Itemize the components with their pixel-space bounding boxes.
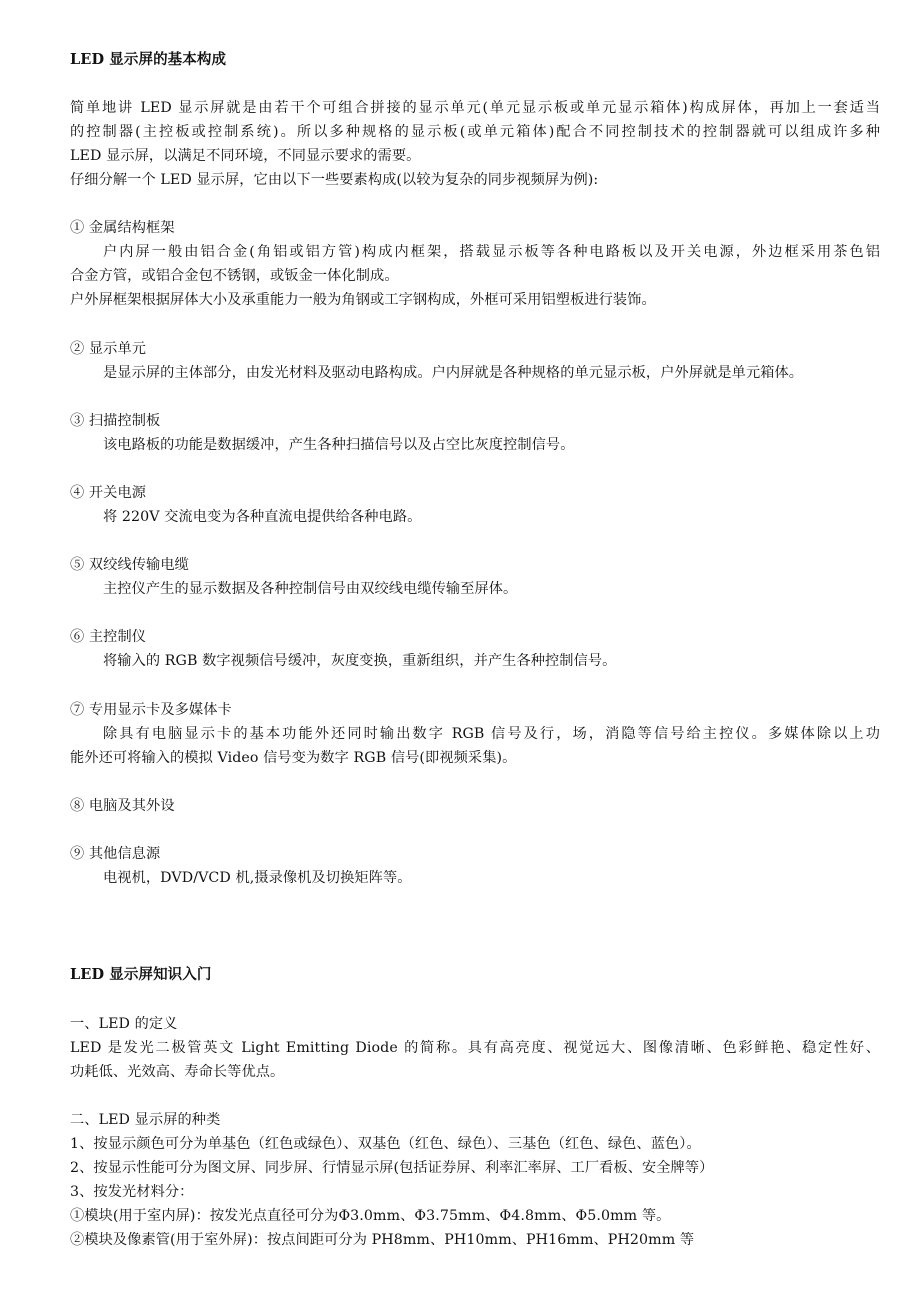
item-body-line: 将 220V 交流电变为各种直流电提供给各种电路。	[103, 509, 422, 525]
item-body-line: 是显示屏的主体部分，由发光材料及驱动电路构成。户内屏就是各种规格的单元显示板，户外屏就是单元箱体。	[103, 365, 804, 381]
body-line: ①模块(用于室内屏)：按发光点直径可分为Φ3.0mm、Φ3.75mm、Φ4.8mm、Φ5.0mm 等。	[70, 1208, 671, 1224]
item-heading: ③ 扫描控制板	[70, 413, 161, 429]
item-heading: ⑤ 双绞线传输电缆	[70, 557, 189, 573]
subsection-heading: 一、LED 的定义	[70, 1016, 178, 1032]
item-heading: ⑥ 主控制仪	[70, 629, 147, 645]
item-heading: ⑦ 专用显示卡及多媒体卡	[70, 702, 232, 718]
item-body-line: 能外还可将输入的模拟 Video 信号变为数字 RGB 信号(即视频采集)。	[70, 750, 517, 766]
body-line: 2、按显示性能可分为图文屏、同步屏、行情显示屏(包括证券屏、利率汇率屏、工厂看板、安全牌等）	[70, 1160, 714, 1176]
section-title: LED 显示屏的基本构成	[70, 51, 227, 68]
item-body-line: 将输入的 RGB 数字视频信号缓冲，灰度变换，重新组织，并产生各种控制信号。	[103, 653, 617, 669]
body-line: 功耗低、光效高、寿命长等优点。	[70, 1064, 285, 1080]
body-line: LED 是发光二极管英文 Light Emitting Diode 的简称。具有高亮度、视觉远大、图像清晰、色彩鲜艳、稳定性好、	[70, 1040, 880, 1056]
item-body-line: 合金方管，或铝合金包不锈钢，或钣金一体化制成。	[70, 268, 399, 284]
item-body-line: 户内屏一般由铝合金(角铝或铝方管)构成内框架，搭载显示板等各种电路板以及开关电源，外边框采用茶色铝	[103, 244, 880, 260]
item-heading: ⑧ 电脑及其外设	[70, 798, 175, 814]
body-line: ②模块及像素管(用于室外屏)：按点间距可分为 PH8mm、PH10mm、PH16mm、PH20mm 等	[70, 1232, 695, 1248]
section-title: LED 显示屏知识入门	[70, 966, 212, 983]
item-body-line: 除具有电脑显示卡的基本功能外还同时输出数字 RGB 信号及行，场，消隐等信号给主控仪。多媒体除以上功	[103, 726, 880, 742]
body-line: 3、按发光材料分：	[70, 1184, 194, 1200]
intro-line: 仔细分解一个 LED 显示屏，它由以下一些要素构成(以较为复杂的同步视频屏为例):	[70, 172, 599, 188]
intro-line: 的控制器(主控板或控制系统)。所以多种规格的显示板(或单元箱体)配合不同控制技术的控制器就可以组成许多种	[70, 124, 880, 140]
intro-line: 简单地讲 LED 显示屏就是由若干个可组合拼接的显示单元(单元显示板或单元显示箱体)构成屏体，再加上一套适当	[70, 100, 880, 116]
body-line: 1、按显示颜色可分为单基色（红色或绿色）、双基色（红色、绿色）、三基色（红色、绿色、蓝色）。	[70, 1136, 701, 1152]
intro-line: LED 显示屏，以满足不同环境，不同显示要求的需要。	[70, 148, 421, 164]
item-heading: ① 金属结构框架	[70, 220, 175, 236]
subsection-heading: 二、LED 显示屏的种类	[70, 1112, 221, 1128]
item-heading: ⑨ 其他信息源	[70, 846, 161, 862]
item-body-line: 该电路板的功能是数据缓冲，产生各种扫描信号以及占空比灰度控制信号。	[103, 437, 575, 453]
item-body-line: 主控仪产生的显示数据及各种控制信号由双绞线电缆传输至屏体。	[103, 581, 518, 597]
item-body-line: 电视机，DVD/VCD 机,摄录像机及切换矩阵等。	[103, 870, 412, 886]
item-body-line: 户外屏框架根据屏体大小及承重能力一般为角钢或工字钢构成，外框可采用铝塑板进行装饰。	[70, 292, 656, 308]
item-heading: ④ 开关电源	[70, 485, 147, 501]
item-heading: ② 显示单元	[70, 341, 147, 357]
